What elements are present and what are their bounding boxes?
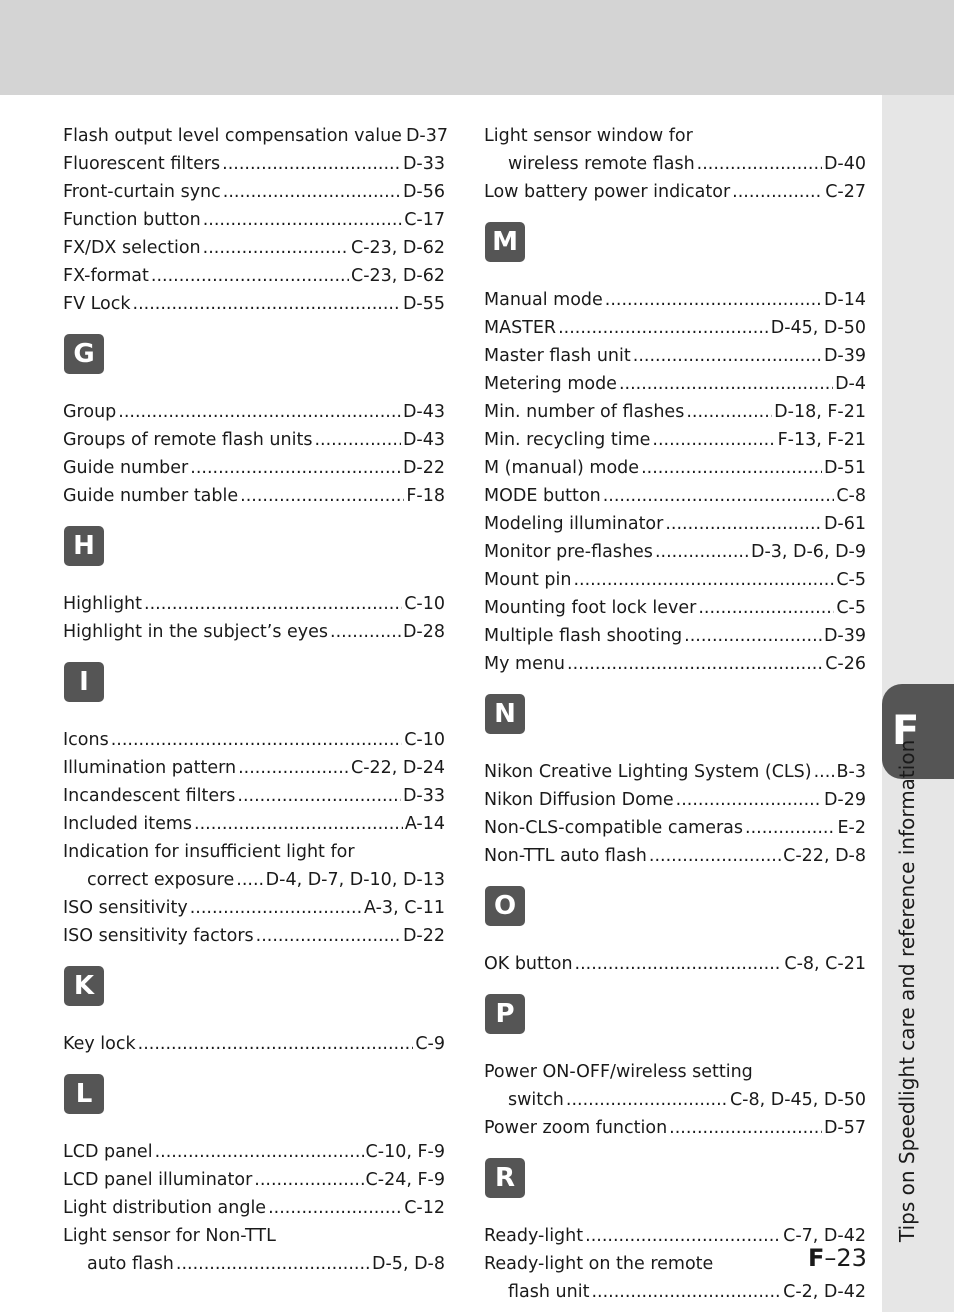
leader-dots bbox=[732, 178, 823, 206]
index-term: Function button bbox=[63, 210, 201, 230]
index-entry bbox=[484, 842, 866, 870]
index-page-ref: D-45, D-50 bbox=[770, 318, 866, 338]
index-term: ISO sensitivity factors bbox=[63, 926, 254, 946]
leader-dots bbox=[603, 482, 835, 510]
index-page-ref: F-18 bbox=[406, 486, 445, 506]
index-term: Metering mode bbox=[484, 374, 617, 394]
index-term: switch bbox=[508, 1090, 564, 1110]
section-tab-letter: F bbox=[892, 708, 920, 754]
index-term: Low battery power indicator bbox=[484, 182, 731, 202]
index-entry bbox=[63, 122, 449, 150]
index-page-ref: C-17 bbox=[404, 210, 445, 230]
index-term: Fluorescent filters bbox=[63, 154, 221, 174]
leader-dots bbox=[237, 782, 401, 810]
leader-dots bbox=[686, 398, 772, 426]
leader-dots bbox=[190, 454, 401, 482]
index-term: Flash output level compensation value bbox=[63, 126, 402, 146]
index-term: Guide number table bbox=[63, 486, 239, 506]
section-header bbox=[63, 1064, 445, 1134]
index-page-ref: C-12 bbox=[404, 1198, 445, 1218]
index-entry bbox=[484, 150, 866, 178]
index-term: M (manual) mode bbox=[484, 458, 640, 478]
index-term: Indication for insufficient light for bbox=[63, 842, 355, 862]
index-entry bbox=[484, 814, 866, 842]
leader-dots bbox=[665, 510, 822, 538]
section-header bbox=[484, 984, 866, 1054]
index-page-ref: B-3 bbox=[836, 762, 866, 782]
index-entry bbox=[63, 618, 445, 646]
leader-dots bbox=[567, 650, 823, 678]
index-entry bbox=[63, 590, 445, 618]
index-page-ref: C-10, F-9 bbox=[365, 1142, 445, 1162]
index-page-ref: C-8 bbox=[836, 486, 866, 506]
index-term: Light sensor window for bbox=[484, 126, 693, 146]
index-term: Incandescent filters bbox=[63, 786, 236, 806]
leader-dots bbox=[745, 814, 835, 842]
leader-dots bbox=[254, 1166, 363, 1194]
leader-dots bbox=[573, 566, 834, 594]
index-entry bbox=[484, 650, 866, 678]
index-entry bbox=[63, 894, 445, 922]
index-page-ref: D-22 bbox=[402, 458, 445, 478]
page-number-prefix: F bbox=[808, 1244, 825, 1272]
leader-dots bbox=[697, 150, 822, 178]
index-term: Non-TTL auto flash bbox=[484, 846, 647, 866]
index-term: Key lock bbox=[63, 1034, 136, 1054]
index-term: Power ON-OFF/wireless setting bbox=[484, 1062, 753, 1082]
index-entry bbox=[63, 426, 445, 454]
page-number bbox=[808, 1244, 867, 1272]
index-term: Ready-light bbox=[484, 1226, 584, 1246]
index-term: Icons bbox=[63, 730, 109, 750]
index-term: Monitor pre-flashes bbox=[484, 542, 653, 562]
index-page-ref: C-22, D-24 bbox=[351, 758, 445, 778]
index-term: Front-curtain sync bbox=[63, 182, 221, 202]
leader-dots bbox=[222, 150, 401, 178]
index-entry bbox=[63, 1250, 445, 1278]
section-letter-badge: L bbox=[64, 1074, 104, 1114]
index-page-ref: D-43 bbox=[402, 402, 445, 422]
index-entry bbox=[484, 398, 866, 426]
section-letter-badge: G bbox=[64, 334, 104, 374]
index-term: LCD panel illuminator bbox=[63, 1170, 253, 1190]
index-page-ref: D-33 bbox=[402, 786, 445, 806]
index-entry bbox=[63, 810, 445, 838]
index-entry bbox=[63, 782, 445, 810]
index-entry bbox=[63, 262, 445, 290]
leader-dots bbox=[240, 482, 404, 510]
section-header bbox=[63, 652, 445, 722]
section-letter-badge: I bbox=[64, 662, 104, 702]
index-term: Manual mode bbox=[484, 290, 603, 310]
section-letter-badge: N bbox=[485, 694, 525, 734]
index-term: FX/DX selection bbox=[63, 238, 201, 258]
index-term: Highlight in the subject’s eyes bbox=[63, 622, 329, 642]
index-entry bbox=[484, 342, 866, 370]
leader-dots bbox=[575, 950, 783, 978]
section-letter-badge: M bbox=[485, 222, 525, 262]
index-term: wireless remote flash bbox=[508, 154, 695, 174]
leader-dots bbox=[633, 342, 822, 370]
index-page-ref: C-2, D-42 bbox=[783, 1282, 866, 1302]
page-number-dash: – bbox=[824, 1244, 837, 1272]
index-page-ref: D-57 bbox=[823, 1118, 866, 1138]
index-entry bbox=[484, 426, 866, 454]
index-page-ref: D-43 bbox=[402, 430, 445, 450]
index-page-ref: C-26 bbox=[825, 654, 866, 674]
leader-dots bbox=[203, 206, 402, 234]
section-letter-badge: P bbox=[485, 994, 525, 1034]
index-entry bbox=[484, 786, 866, 814]
leader-dots bbox=[194, 810, 403, 838]
index-page-ref: C-27 bbox=[825, 182, 866, 202]
index-page-ref: C-10 bbox=[404, 730, 445, 750]
leader-dots bbox=[605, 286, 822, 314]
index-term: Light sensor for Non-TTL bbox=[63, 1226, 276, 1246]
index-page-ref: C-23, D-62 bbox=[351, 238, 445, 258]
index-entry bbox=[63, 922, 445, 950]
index-entry bbox=[63, 726, 445, 754]
index-page-ref: D-39 bbox=[823, 346, 866, 366]
leader-dots bbox=[238, 754, 349, 782]
index-entry bbox=[63, 482, 445, 510]
index-page-ref: D-33 bbox=[402, 154, 445, 174]
leader-dots bbox=[118, 398, 401, 426]
top-banner bbox=[0, 0, 954, 95]
section-header bbox=[484, 684, 866, 754]
index-entry bbox=[63, 206, 445, 234]
index-term: Mounting foot lock lever bbox=[484, 598, 697, 618]
index-term: Power zoom function bbox=[484, 1118, 668, 1138]
index-entry bbox=[63, 1222, 445, 1250]
index-entry bbox=[63, 234, 445, 262]
index-term: Guide number bbox=[63, 458, 189, 478]
index-page-ref: C-23, D-62 bbox=[351, 266, 445, 286]
index-page-ref: D-4, D-7, D-10, D-13 bbox=[265, 870, 445, 890]
index-page-ref: A-3, C-11 bbox=[364, 898, 445, 918]
index-entry bbox=[63, 290, 445, 318]
index-term: Ready-light on the remote bbox=[484, 1254, 714, 1274]
index-entry bbox=[484, 538, 866, 566]
index-page-ref: C-7, D-42 bbox=[783, 1226, 866, 1246]
section-header bbox=[484, 876, 866, 946]
index-column-left bbox=[63, 122, 449, 1278]
index-term: ISO sensitivity bbox=[63, 898, 188, 918]
leader-dots bbox=[669, 1114, 822, 1142]
index-page-ref: C-22, D-8 bbox=[783, 846, 866, 866]
index-term: OK button bbox=[484, 954, 573, 974]
index-term: FV Lock bbox=[63, 294, 131, 314]
section-tab-title: Tips on Speedlight care and reference information bbox=[895, 739, 919, 1242]
leader-dots bbox=[330, 618, 401, 646]
index-term: Included items bbox=[63, 814, 193, 834]
index-page-ref: D-61 bbox=[823, 514, 866, 534]
leader-dots bbox=[814, 758, 835, 786]
index-entry bbox=[63, 1194, 445, 1222]
leader-dots bbox=[133, 290, 401, 318]
index-term: Multiple flash shooting bbox=[484, 626, 683, 646]
index-page-ref: D-55 bbox=[402, 294, 445, 314]
index-entry bbox=[484, 1278, 866, 1306]
leader-dots bbox=[652, 426, 775, 454]
index-term: LCD panel bbox=[63, 1142, 153, 1162]
index-entry bbox=[484, 622, 866, 650]
index-page-ref: D-3, D-6, D-9 bbox=[750, 542, 866, 562]
index-entry bbox=[484, 758, 866, 786]
index-term: MASTER bbox=[484, 318, 557, 338]
leader-dots bbox=[566, 1086, 728, 1114]
index-term: Light distribution angle bbox=[63, 1198, 267, 1218]
index-page-ref: D-22 bbox=[402, 926, 445, 946]
index-page-ref: D-29 bbox=[823, 790, 866, 810]
index-term: Non-CLS-compatible cameras bbox=[484, 818, 744, 838]
index-page-ref: D-51 bbox=[823, 458, 866, 478]
leader-dots bbox=[111, 726, 402, 754]
leader-dots bbox=[203, 234, 349, 262]
index-term: MODE button bbox=[484, 486, 601, 506]
leader-dots bbox=[151, 262, 349, 290]
section-letter-badge: O bbox=[485, 886, 525, 926]
section-letter-badge: H bbox=[64, 526, 104, 566]
index-entry bbox=[484, 122, 866, 150]
leader-dots bbox=[268, 1194, 402, 1222]
index-entry bbox=[63, 178, 445, 206]
index-page-ref: D-5, D-8 bbox=[372, 1254, 445, 1274]
leader-dots bbox=[176, 1250, 370, 1278]
index-page-ref: A-14 bbox=[404, 814, 445, 834]
index-entry bbox=[484, 1086, 866, 1114]
index-entry bbox=[63, 398, 445, 426]
index-entry bbox=[484, 510, 866, 538]
index-entry bbox=[484, 594, 866, 622]
index-entry bbox=[484, 314, 866, 342]
index-term: Nikon Creative Lighting System (CLS) bbox=[484, 762, 812, 782]
index-entry bbox=[63, 866, 445, 894]
index-page-ref: C-5 bbox=[836, 570, 866, 590]
leader-dots bbox=[641, 454, 822, 482]
index-page-ref: D-37 bbox=[405, 126, 449, 146]
section-letter-badge: R bbox=[485, 1158, 525, 1198]
page-number-value: 23 bbox=[836, 1244, 867, 1272]
index-term: Min. number of flashes bbox=[484, 402, 685, 422]
leader-dots bbox=[236, 866, 263, 894]
leader-dots bbox=[655, 538, 749, 566]
index-entry bbox=[484, 566, 866, 594]
index-term: Highlight bbox=[63, 594, 143, 614]
index-page-ref: F-13, F-21 bbox=[777, 430, 866, 450]
section-letter-badge: K bbox=[64, 966, 104, 1006]
index-column-right bbox=[484, 122, 866, 1306]
leader-dots bbox=[591, 1278, 781, 1306]
leader-dots bbox=[190, 894, 362, 922]
index-page-ref: C-5 bbox=[836, 598, 866, 618]
leader-dots bbox=[138, 1030, 414, 1058]
leader-dots bbox=[314, 426, 400, 454]
index-entry bbox=[484, 454, 866, 482]
index-entry bbox=[63, 1030, 445, 1058]
index-page-ref: D-4 bbox=[835, 374, 866, 394]
index-entry bbox=[484, 370, 866, 398]
index-entry bbox=[63, 1138, 445, 1166]
leader-dots bbox=[676, 786, 822, 814]
index-page-ref: C-24, F-9 bbox=[365, 1170, 445, 1190]
index-entry bbox=[63, 754, 445, 782]
index-entry bbox=[484, 950, 866, 978]
index-page-ref: C-9 bbox=[415, 1034, 445, 1054]
leader-dots bbox=[256, 922, 401, 950]
leader-dots bbox=[649, 842, 781, 870]
index-entry bbox=[484, 1058, 866, 1086]
index-term: Group bbox=[63, 402, 117, 422]
index-entry bbox=[63, 150, 445, 178]
index-entry bbox=[63, 838, 445, 866]
leader-dots bbox=[619, 370, 833, 398]
leader-dots bbox=[684, 622, 822, 650]
section-header bbox=[63, 324, 445, 394]
index-term: flash unit bbox=[508, 1282, 590, 1302]
index-page-ref: D-14 bbox=[823, 290, 866, 310]
section-header bbox=[63, 956, 445, 1026]
index-page-ref: D-40 bbox=[823, 154, 866, 174]
index-page-ref: C-8, C-21 bbox=[784, 954, 866, 974]
index-term: Master flash unit bbox=[484, 346, 631, 366]
index-entry bbox=[484, 286, 866, 314]
index-entry bbox=[484, 1114, 866, 1142]
index-term: Modeling illuminator bbox=[484, 514, 664, 534]
leader-dots bbox=[223, 178, 401, 206]
index-term: FX-format bbox=[63, 266, 149, 286]
index-entry bbox=[63, 454, 445, 482]
index-page-ref: C-8, D-45, D-50 bbox=[729, 1090, 866, 1110]
index-term: Illumination pattern bbox=[63, 758, 237, 778]
index-term: Groups of remote flash units bbox=[63, 430, 313, 450]
index-term: correct exposure bbox=[87, 870, 235, 890]
index-entry bbox=[484, 178, 866, 206]
section-header bbox=[484, 1148, 866, 1218]
index-term: Mount pin bbox=[484, 570, 572, 590]
leader-dots bbox=[155, 1138, 364, 1166]
index-term: Min. recycling time bbox=[484, 430, 651, 450]
leader-dots bbox=[144, 590, 402, 618]
leader-dots bbox=[585, 1222, 781, 1250]
index-page-ref: C-10 bbox=[404, 594, 445, 614]
index-page-ref: E-2 bbox=[837, 818, 866, 838]
index-entry bbox=[63, 1166, 445, 1194]
section-header bbox=[63, 516, 445, 586]
section-header bbox=[484, 212, 866, 282]
index-entry bbox=[484, 482, 866, 510]
index-term: My menu bbox=[484, 654, 566, 674]
leader-dots bbox=[558, 314, 769, 342]
index-page-ref: D-18, F-21 bbox=[774, 402, 866, 422]
index-term: Nikon Diffusion Dome bbox=[484, 790, 674, 810]
index-page-ref: D-28 bbox=[402, 622, 445, 642]
leader-dots bbox=[698, 594, 834, 622]
index-page-ref: D-56 bbox=[402, 182, 445, 202]
index-page-ref: D-39 bbox=[823, 626, 866, 646]
index-term: auto flash bbox=[87, 1254, 174, 1274]
